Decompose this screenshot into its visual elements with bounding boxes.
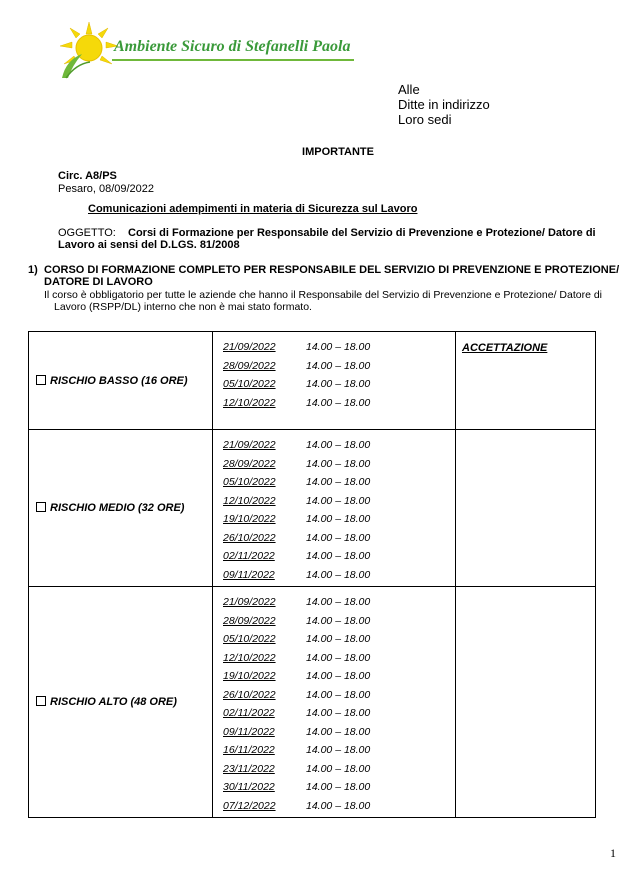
session-time: 14.00 – 18.00	[306, 799, 371, 812]
session-date: 07/12/2022	[223, 799, 276, 812]
session-row	[223, 394, 455, 413]
oggetto-label: OGGETTO:	[58, 227, 116, 239]
session-time: 14.00 – 18.00	[306, 781, 371, 793]
section-number: 1)	[28, 264, 38, 276]
course-label: RISCHIO MEDIO (32 ORE)	[50, 502, 185, 514]
session-row	[223, 630, 455, 649]
session-date: 02/11/2022	[223, 550, 275, 562]
session-time: 14.00 – 18.00	[306, 396, 371, 409]
session-date: 23/11/2022	[223, 762, 275, 775]
course-option[interactable]	[29, 332, 213, 430]
checkbox[interactable]	[36, 502, 46, 512]
session-time: 14.00 – 18.00	[306, 378, 371, 390]
session-time: 14.00 – 18.00	[306, 439, 371, 451]
session-time: 14.00 – 18.00	[306, 651, 371, 664]
session-row	[223, 723, 455, 742]
course-label: RISCHIO BASSO (16 ORE)	[50, 374, 188, 387]
session-date: 19/10/2022	[223, 670, 276, 682]
session-time: 14.00 – 18.00	[306, 744, 371, 756]
course-option[interactable]	[29, 430, 213, 587]
session-row	[223, 593, 455, 612]
session-date: 12/10/2022	[223, 651, 276, 664]
session-date: 28/09/2022	[223, 614, 276, 627]
session-date: 05/10/2022	[223, 633, 276, 645]
session-row	[223, 357, 455, 376]
session-date: 12/10/2022	[223, 494, 276, 507]
session-date: 09/11/2022	[223, 725, 275, 738]
session-row	[223, 547, 455, 566]
section-description: Lavoro (RSPP/DL) interno che non è mai stato formato.	[54, 301, 312, 313]
session-date: 28/09/2022	[223, 457, 276, 470]
session-time: 14.00 – 18.00	[306, 550, 371, 562]
session-row	[223, 741, 455, 760]
course-row	[29, 587, 596, 818]
session-row	[223, 760, 455, 779]
checkbox[interactable]	[36, 696, 46, 706]
oggetto-text: Corsi di Formazione per Responsabile del Servizio di Prevenzione e Protezione/ Datore di	[128, 227, 596, 239]
session-row	[223, 649, 455, 668]
session-date: 12/10/2022	[223, 396, 276, 409]
session-time: 14.00 – 18.00	[306, 688, 371, 701]
session-time: 14.00 – 18.00	[306, 513, 371, 525]
session-list	[213, 332, 456, 430]
session-time: 14.00 – 18.00	[306, 457, 371, 470]
session-date: 05/10/2022	[223, 476, 276, 488]
session-row	[223, 436, 455, 455]
session-date: 26/10/2022	[223, 531, 276, 544]
session-list	[213, 430, 456, 587]
section-title: DATORE DI LAVORO	[44, 276, 153, 288]
session-row	[223, 797, 455, 816]
circular-number: Circ. A8/PS	[58, 170, 117, 182]
section-title: CORSO DI FORMAZIONE COMPLETO PER RESPONSABILE DEL SERVIZIO DI PREVENZIONE E PROTEZIONE/	[44, 264, 620, 276]
session-time: 14.00 – 18.00	[306, 633, 371, 645]
session-row	[223, 338, 455, 357]
place-date: Pesaro, 08/09/2022	[58, 183, 155, 195]
session-date: 30/11/2022	[223, 781, 275, 793]
importante-heading: IMPORTANTE	[302, 146, 374, 158]
session-row	[223, 778, 455, 797]
session-date: 02/11/2022	[223, 707, 275, 719]
course-option[interactable]	[29, 587, 213, 818]
session-date: 28/09/2022	[223, 359, 276, 372]
logo-underline	[112, 59, 354, 61]
session-row	[223, 510, 455, 529]
session-list	[213, 587, 456, 818]
page-number: 1	[610, 846, 616, 860]
session-date: 05/10/2022	[223, 378, 276, 390]
session-time: 14.00 – 18.00	[306, 476, 371, 488]
session-date: 21/09/2022	[223, 596, 276, 608]
course-schedule-table	[28, 331, 596, 818]
session-row	[223, 529, 455, 548]
recipient-line: Ditte in indirizzo	[398, 97, 490, 112]
session-row	[223, 455, 455, 474]
company-logo	[56, 20, 356, 80]
session-date: 21/09/2022	[223, 439, 276, 451]
acceptance-cell[interactable]	[456, 332, 596, 430]
recipient-address	[398, 82, 490, 127]
session-row	[223, 492, 455, 511]
session-row	[223, 566, 455, 585]
session-time: 14.00 – 18.00	[306, 341, 371, 353]
company-name: Ambiente Sicuro di Stefanelli Paola	[114, 38, 351, 55]
session-date: 16/11/2022	[223, 744, 275, 756]
checkbox[interactable]	[36, 375, 46, 385]
oggetto-text: Lavoro ai sensi del D.LGS. 81/2008	[58, 239, 240, 251]
session-date: 26/10/2022	[223, 688, 276, 701]
session-row	[223, 704, 455, 723]
session-time: 14.00 – 18.00	[306, 762, 371, 775]
subject-heading: Comunicazioni adempimenti in materia di Sicurezza sul Lavoro	[88, 203, 418, 215]
session-date: 09/11/2022	[223, 568, 275, 581]
session-row	[223, 612, 455, 631]
session-time: 14.00 – 18.00	[306, 494, 371, 507]
session-row	[223, 667, 455, 686]
session-time: 14.00 – 18.00	[306, 359, 371, 372]
section-description: Il corso è obbligatorio per tutte le aziende che hanno il Responsabile del Servizio di Prevenzione e Protezione/ Datore di	[44, 289, 603, 301]
course-row	[29, 430, 596, 587]
recipient-line: Loro sedi	[398, 112, 452, 127]
session-time: 14.00 – 18.00	[306, 596, 371, 608]
acceptance-cell[interactable]	[456, 430, 596, 587]
course-label: RISCHIO ALTO (48 ORE)	[50, 696, 177, 708]
session-row	[223, 375, 455, 394]
session-date: 21/09/2022	[223, 341, 276, 353]
acceptance-cell[interactable]	[456, 587, 596, 818]
session-row	[223, 686, 455, 705]
session-time: 14.00 – 18.00	[306, 614, 371, 627]
session-time: 14.00 – 18.00	[306, 531, 371, 544]
course-row	[29, 332, 596, 430]
session-time: 14.00 – 18.00	[306, 707, 371, 719]
session-time: 14.00 – 18.00	[306, 670, 371, 682]
session-time: 14.00 – 18.00	[306, 725, 371, 738]
acceptance-label: ACCETTAZIONE	[462, 342, 548, 354]
session-time: 14.00 – 18.00	[306, 568, 371, 581]
recipient-line: Alle	[398, 82, 420, 97]
session-row	[223, 473, 455, 492]
session-date: 19/10/2022	[223, 513, 276, 525]
